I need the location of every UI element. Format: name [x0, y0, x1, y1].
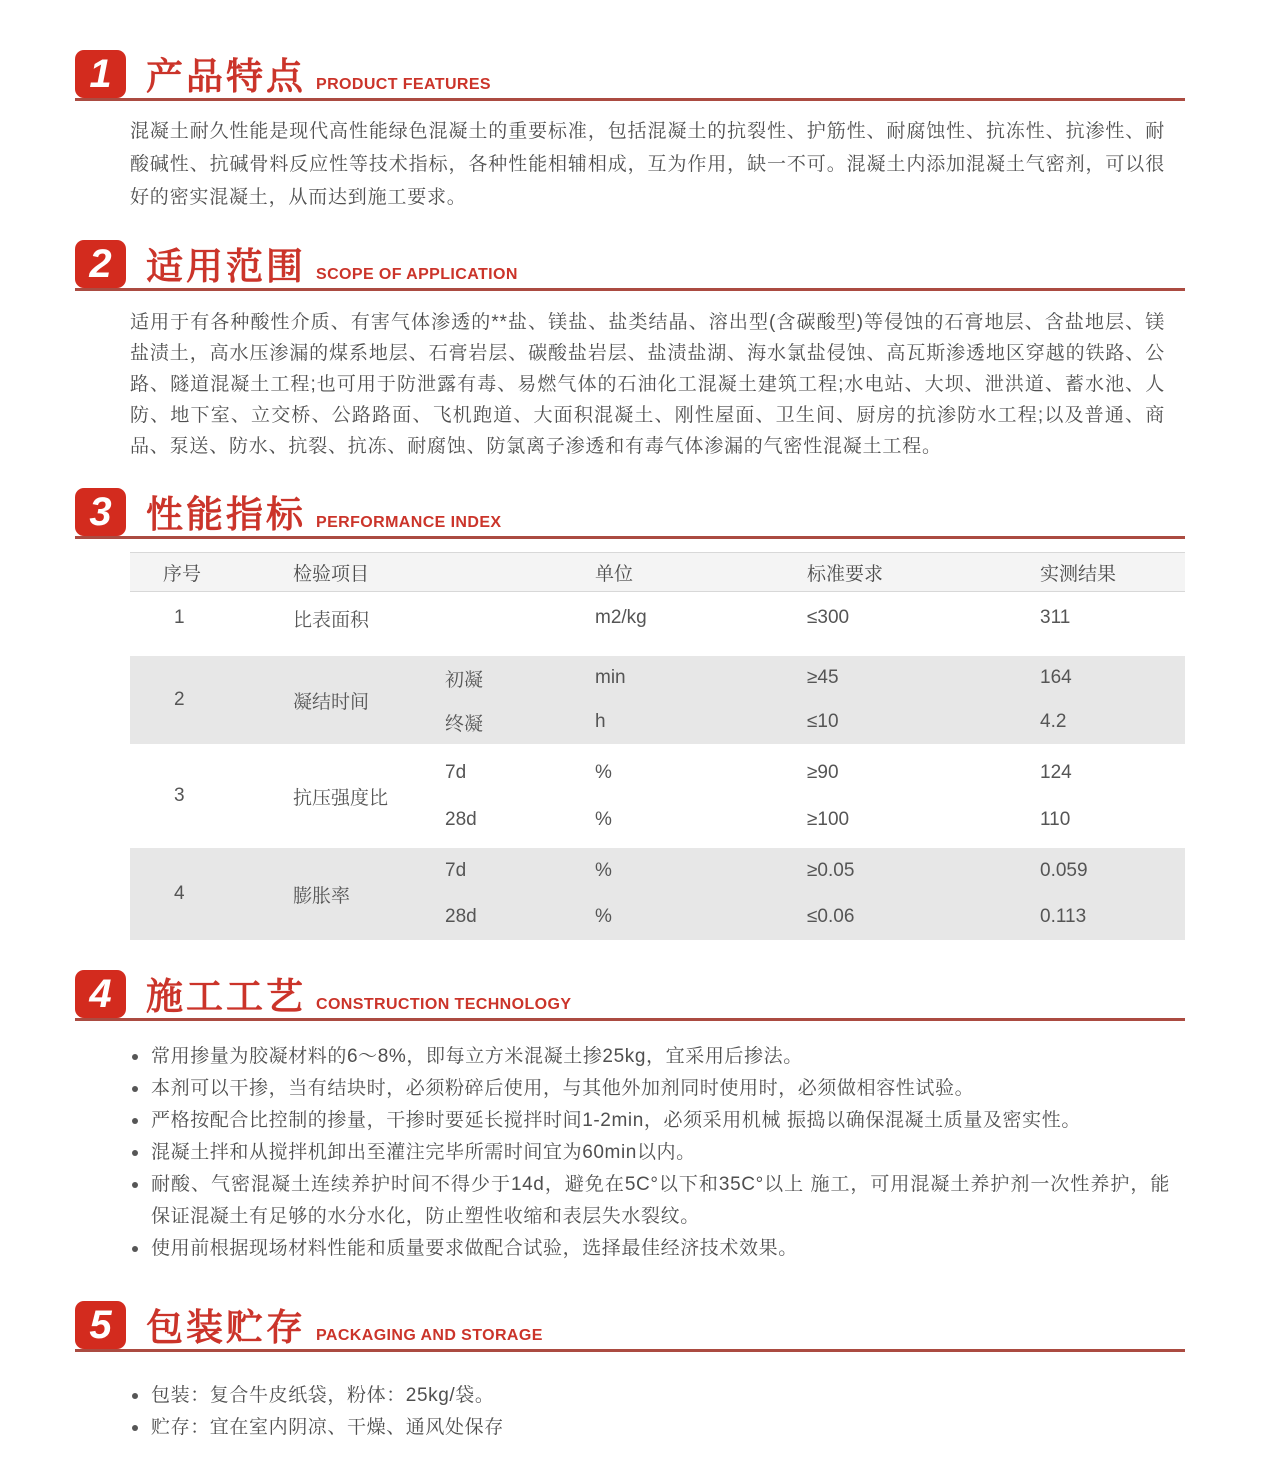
section-2-header: [75, 240, 1185, 291]
cell-result: 311: [1040, 607, 1071, 628]
performance-table: [130, 552, 1185, 940]
section-3-subtitle: PERFORMANCE INDEX: [316, 514, 502, 531]
section-2-title: 适用范围: [146, 246, 306, 287]
section-3-header: [75, 488, 1185, 539]
column-header-standard: 标准要求: [807, 563, 884, 585]
column-header-result: 实测结果: [1040, 563, 1117, 585]
cell-standard: ≥90: [807, 761, 839, 783]
cell-item: 抗压强度比: [293, 787, 389, 809]
cell-seq: 2: [174, 689, 185, 710]
section-1-title: 产品特点: [146, 56, 306, 97]
bullet-dot: [132, 1425, 138, 1431]
cell-unit: %: [595, 906, 612, 927]
cell-unit: m2/kg: [595, 607, 647, 628]
bullet-text: 使用前根据现场材料性能和质量要求做配合试验，选择最佳经济技术效果。: [151, 1238, 798, 1259]
bullet-dot: [132, 1086, 138, 1092]
table-row: [130, 848, 1185, 940]
section-1-paragraph: 混凝土耐久性能是现代高性能绿色混凝土的重要标准，包括混凝土的抗裂性、护筋性、耐腐蚀性、抗冻性、抗渗性、耐酸碱性、抗碱骨料反应性等技术指标，各种性能相辅相成，互为作用，缺一不可。混凝土内添加混凝土气密剂，可以很好的密实混凝土，从而达到施工要求。: [130, 121, 1165, 208]
section-3-number: 3: [89, 489, 112, 534]
list-item: [130, 1412, 1170, 1444]
bullet-dot: [132, 1118, 138, 1124]
bullet-dot: [132, 1150, 138, 1156]
section-4-header: [75, 970, 1185, 1021]
bullet-dot: [132, 1182, 138, 1188]
section-4-subtitle: CONSTRUCTION TECHNOLOGY: [316, 996, 572, 1013]
cell-seq: 3: [174, 785, 185, 806]
section-4-number-badge: [75, 970, 126, 1018]
cell-sub-item: 7d: [445, 761, 467, 783]
section-4-title: 施工工艺: [146, 976, 306, 1017]
column-header-item: 检验项目: [293, 563, 370, 585]
list-item: [130, 1380, 1170, 1412]
table-row: [130, 656, 1185, 744]
bullet-dot: [132, 1393, 138, 1399]
section-5-bullet-list: [130, 1380, 1170, 1444]
cell-result: 0.113: [1040, 906, 1087, 927]
section-2-subtitle: SCOPE OF APPLICATION: [316, 266, 518, 283]
cell-result: 110: [1040, 808, 1071, 830]
cell-sub-item: 7d: [445, 860, 467, 881]
cell-seq: 1: [174, 607, 185, 628]
list-item: [130, 1041, 1170, 1073]
cell-unit: %: [595, 860, 612, 881]
section-4-bullet-list: [130, 1041, 1170, 1265]
bullet-text: 贮存：宜在室内阴凉、干燥、通风处保存: [151, 1417, 504, 1438]
cell-result: 0.059: [1040, 860, 1088, 881]
cell-result: 4.2: [1040, 711, 1067, 732]
cell-unit: min: [595, 667, 626, 688]
section-1-number-badge: [75, 50, 126, 98]
cell-item: 比表面积: [293, 609, 370, 631]
column-header-unit: 单位: [595, 563, 634, 585]
bullet-text: 常用掺量为胶凝材料的6～8%，即每立方米混凝土掺25kg，宜采用后掺法。: [151, 1046, 803, 1067]
section-1-header: [75, 50, 1185, 101]
cell-standard: ≥45: [807, 667, 839, 688]
bullet-text: 混凝土拌和从搅拌机卸出至灌注完毕所需时间宜为60min以内。: [151, 1142, 696, 1163]
table-row: [130, 592, 1185, 644]
cell-seq: 4: [174, 883, 185, 904]
cell-unit: %: [595, 808, 612, 830]
section-3-number-badge: [75, 488, 126, 536]
cell-standard: ≥100: [807, 808, 850, 830]
list-item: [130, 1233, 1170, 1265]
list-item: [130, 1169, 1170, 1233]
table-header-row: [130, 552, 1185, 592]
cell-standard: ≤0.06: [807, 906, 855, 927]
bullet-text: 本剂可以干掺，当有结块时，必须粉碎后使用，与其他外加剂同时使用时，必须做相容性试验。: [151, 1078, 975, 1099]
list-item: [130, 1137, 1170, 1169]
cell-item: 凝结时间: [293, 691, 370, 713]
bullet-text: 包装：复合牛皮纸袋，粉体：25kg/袋。: [151, 1385, 495, 1406]
section-1-subtitle: PRODUCT FEATURES: [316, 76, 491, 93]
section-5-subtitle: PACKAGING AND STORAGE: [316, 1327, 543, 1344]
section-4-number: 4: [89, 971, 112, 1016]
column-header-seq: 序号: [163, 563, 202, 585]
cell-standard: ≤10: [807, 711, 839, 732]
list-item: [130, 1073, 1170, 1105]
cell-item: 膨胀率: [293, 885, 351, 907]
cell-unit: %: [595, 761, 612, 783]
cell-sub-item: 28d: [445, 906, 477, 927]
section-1-number: 1: [89, 51, 112, 96]
bullet-dot: [132, 1246, 138, 1252]
cell-unit: h: [595, 711, 606, 732]
bullet-text: 耐酸、气密混凝土连续养护时间不得少于14d，避免在5C°以下和35C°以上 施工，可用混凝土养护剂一次性养护，能保证混凝土有足够的水分水化，防止塑性收缩和表层失水裂纹。: [151, 1174, 1170, 1227]
section-5-number: 5: [89, 1302, 112, 1347]
cell-result: 124: [1040, 761, 1072, 783]
cell-result: 164: [1040, 667, 1072, 688]
cell-sub-item: 初凝: [445, 669, 484, 691]
bullet-dot: [132, 1054, 138, 1060]
section-5-number-badge: [75, 1301, 126, 1349]
list-item: [130, 1105, 1170, 1137]
cell-standard: ≥0.05: [807, 860, 855, 881]
table-row: [130, 749, 1185, 843]
cell-sub-item: 28d: [445, 808, 477, 830]
section-2-paragraph: 适用于有各种酸性介质、有害气体渗透的**盐、镁盐、盐类结晶、溶出型(含碳酸型)等侵蚀的石膏地层、含盐地层、镁盐渍土，高水压渗漏的煤系地层、石膏岩层、碳酸盐岩层、盐渍盐湖、海水氯盐侵蚀、高瓦斯渗透地区穿越的铁路、公路、隧道混凝土工程;也可用于防泄露有毒、易燃气体的石油化工混凝土建筑工程;水电站、大坝、泄洪道、蓄水池、人防、地下室、立交桥、公路路面、飞机跑道、大面积混凝土、刚性屋面、卫生间、厨房的抗渗防水工程;以及普通、商品、泵送、防水、抗裂、抗冻、耐腐蚀、防氯离子渗透和有毒气体渗漏的气密性混凝土工程。: [130, 312, 1165, 457]
section-3-title: 性能指标: [146, 494, 306, 535]
section-5-header: [75, 1301, 1185, 1352]
section-2-number-badge: [75, 240, 126, 288]
bullet-text: 严格按配合比控制的掺量，干掺时要延长搅拌时间1-2min，必须采用机械 振捣以确保混凝土质量及密实性。: [151, 1110, 1081, 1131]
section-5-title: 包装贮存: [146, 1307, 306, 1348]
cell-standard: ≤300: [807, 607, 850, 628]
section-2-number: 2: [89, 241, 112, 286]
cell-sub-item: 终凝: [445, 713, 484, 735]
